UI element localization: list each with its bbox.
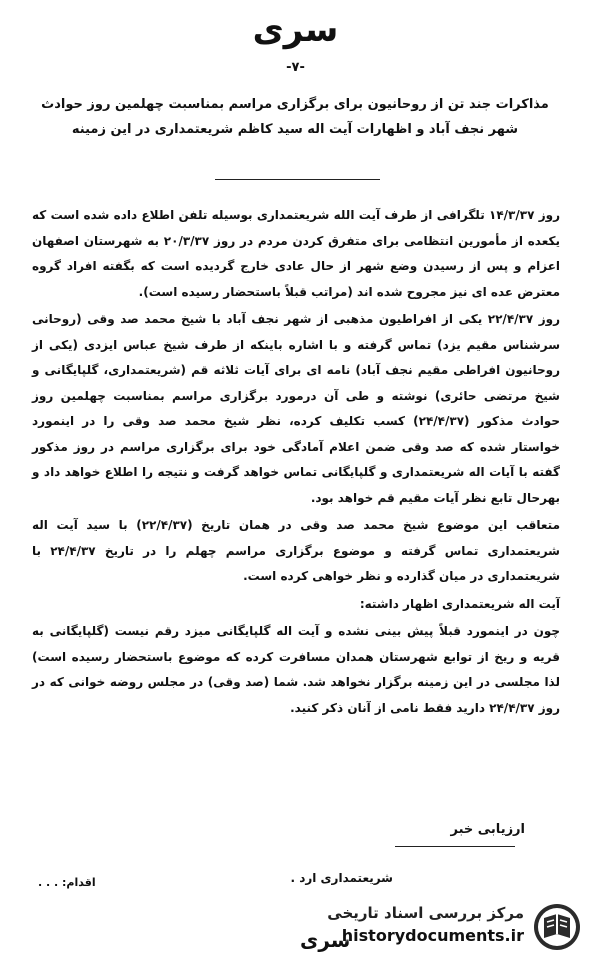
classification-header: سری bbox=[252, 10, 339, 50]
signoff-underline bbox=[395, 846, 515, 847]
document-body bbox=[32, 203, 560, 723]
watermark-url: historydocuments.ir bbox=[341, 926, 524, 945]
footer-source: شریعتمداری ارد . bbox=[290, 871, 393, 885]
subject-underline bbox=[215, 179, 380, 180]
body-paragraph: آیت اله شریعتمداری اظهار داشته: bbox=[359, 596, 560, 611]
body-paragraph: روز ۱۴/۳/۳۷ تلگرافی از طرف آیت الله شریعتمداری بوسیله تلفن اطلاع داده شده است که یکعده از مأمورین انتظامی برای متفرق کردن مردم در روز ۲۰/۳/۳۷ به شهرستان اصفهان اعزام و پس از رسیدن وضع شهر از حال عادی خارج گردیده است که بگفته افراد گروه معترض عده ای نیز مجروح شده اند (مراتب قبلاً باستحضار رسیده است). bbox=[32, 208, 560, 299]
action-note: اقدام: . . . bbox=[38, 876, 96, 889]
document-subject: مذاکرات جند تن از روحانیون برای برگزاری مراسم بمناسبت چهلمین روز حوادث شهر نجف آباد و اظهارات آیت اله سید کاظم شریعتمداری در این زمینه bbox=[41, 97, 549, 137]
archive-logo-icon bbox=[532, 902, 582, 952]
classification-footer: سری bbox=[300, 928, 351, 952]
body-paragraph: چون در اینمورد قبلاً پیش بینی نشده و آیت اله گلپایگانی میزد رقم نیست (گلپایگانی به قریه و ریخ از توابع شهرستان همدان مسافرت کرده که موضوع باستحضار رسیده است) لذا مجلسی در این زمینه برگزار نخواهد شد. شما (صد وقی) در مجلس روضه خوانی که در روز ۲۴/۴/۳۷ دارید فقط نامی از آنان ذکر کنید. bbox=[32, 624, 560, 715]
body-paragraph: روز ۲۲/۴/۳۷ یکی از افراطیون مذهبی از شهر نجف آباد با شیخ محمد صد وقی (روحانی سرشناس مقیم یزد) تماس گرفته و با اشاره باینکه از طرف شیخ عباس ایزدی (یکی از روحانیون افراطی مقیم نجف آباد) نامه ای برای آیات ثلاثه قم (شریعتمداری، گلپایگانی و شیخ مرتضی حائری) نوشته و طی آن درمورد برگزاری مراسم بمناسبت چهلمین روز حوادث مذکور (۲۴/۴/۳۷) کسب تکلیف کرده، نظر شیخ محمد صد وقی را در اینمورد خواستار شده که صد وقی ضمن اعلام آمادگی خود برای برگزاری مراسم در روز مذکور گفته با آیات اله شریعتمداری و گلپایگانی تماس خواهد گرفت و نتیجه را اطلاع خواهد داد و بهرحال تابع نظر آیات مقیم قم خواهد بود. bbox=[32, 312, 561, 505]
page-number: -۷- bbox=[286, 60, 305, 75]
archive-watermark bbox=[300, 898, 590, 958]
watermark-center-name: مرکز بررسی اسناد تاریخی bbox=[327, 904, 524, 922]
evaluation-label: ارزیابی خبر bbox=[450, 822, 525, 837]
body-paragraph: متعاقب این موضوع شیخ محمد صد وقی در همان تاریخ (۲۲/۴/۳۷) با سید آیت اله شریعتمداری تماس گرفته و موضوع برگزاری مراسم چهلم را در تاریخ ۲۴/۴/۳۷ با شریعتمداری در میان گذارده و نظر خواهی کرده است. bbox=[32, 518, 560, 583]
